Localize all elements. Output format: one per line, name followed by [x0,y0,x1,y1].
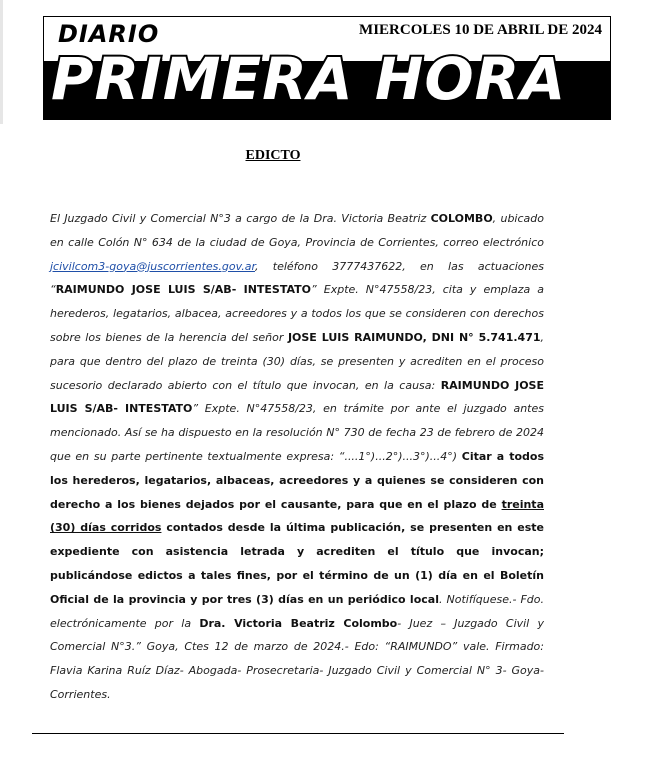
text-segment: , para que dentro del plazo de treinta (30) días, se presenten y acrediten en el proceso sucesorio declarado abierto con el título que invocan, en la causa: [50,330,544,392]
deadline-text: treinta (30) días corridos [50,497,544,535]
text-segment: . Notifíquese.- Fdo. electrónicamente por la [50,592,544,630]
publication-date: MIERCOLES 10 DE ABRIL DE 2024 [359,22,602,38]
judge-name: Dra. Victoria Beatriz Colombo [199,616,398,630]
resolution-text: Citar a todos los herederos, legatarios, albaceas, acreedores y a quienes se consideren con derecho a los bienes dejados por el causante, para que en el plazo de [50,449,544,511]
text-segment: ” Expte. N°47558/23, en trámite por ante el juzgado antes mencionado. Así se ha dispuesto en la resolución N° 730 de fecha 23 de febrero de 2024 que en su parte pertinente textualmente expresa: “....1°)...2°)...3°)...4°) [50,402,544,463]
text-segment: , ubicado en calle Colón N° 634 de la ciudad de Goya, Provincia de Corrientes, correo electrónico [50,212,544,249]
newspaper-masthead [43,16,611,147]
brand-top-text: DIARIO [58,20,160,48]
section-label: EDICTOS [486,119,601,147]
case-name: RAIMUNDO JOSE LUIS S/AB- INTESTATO [55,283,312,297]
left-edge-rule [0,0,3,124]
case-name: RAIMUNDO JOSE LUIS S/AB- INTESTATO [50,378,544,416]
deceased-identity: JOSE LUIS RAIMUNDO, DNI N° 5.741.471 [287,330,541,344]
text-segment: - Juez – Juzgado Civil y Comercial N°3.” Goya, Ctes 12 de marzo de 2024.- Edo: “RAIMUNDO” vale. Firmado: Flavia Karina Ruíz Díaz- Abogada- Prosecretaria- Juzgado Civil y Comercial N° 3- Goya- Corrientes. [50,616,544,701]
text-segment: , teléfono 3777437622, en las actuaciones “ [50,259,544,297]
edict-body [50,207,544,707]
brand-main-logo: PRIMERA HORA [51,45,567,113]
text-segment: ” Expte. N°47558/23, cita y emplaza a herederos, legatarios, albacea, acreedores y a todos los que se consideren con derechos sobre los bienes de la herencia del señor [50,283,544,344]
resolution-text: contados desde la última publicación, se presenten en este expediente con asistencia letrada y acrediten el título que invocan; publicándose edictos a tales fines, por el término de un (1) día en el Boletín Oficial de la provincia y por tres (3) días en un periódico local [50,521,545,606]
judge-surname: COLOMBO [430,212,493,225]
document-title: EDICTO [245,148,301,163]
bottom-divider [32,733,564,734]
text-segment: El Juzgado Civil y Comercial N°3 a cargo de la Dra. Victoria Beatriz [50,212,431,225]
court-email-link[interactable]: jcivilcom3-goya@juscorrientes.gov.ar [50,259,255,273]
